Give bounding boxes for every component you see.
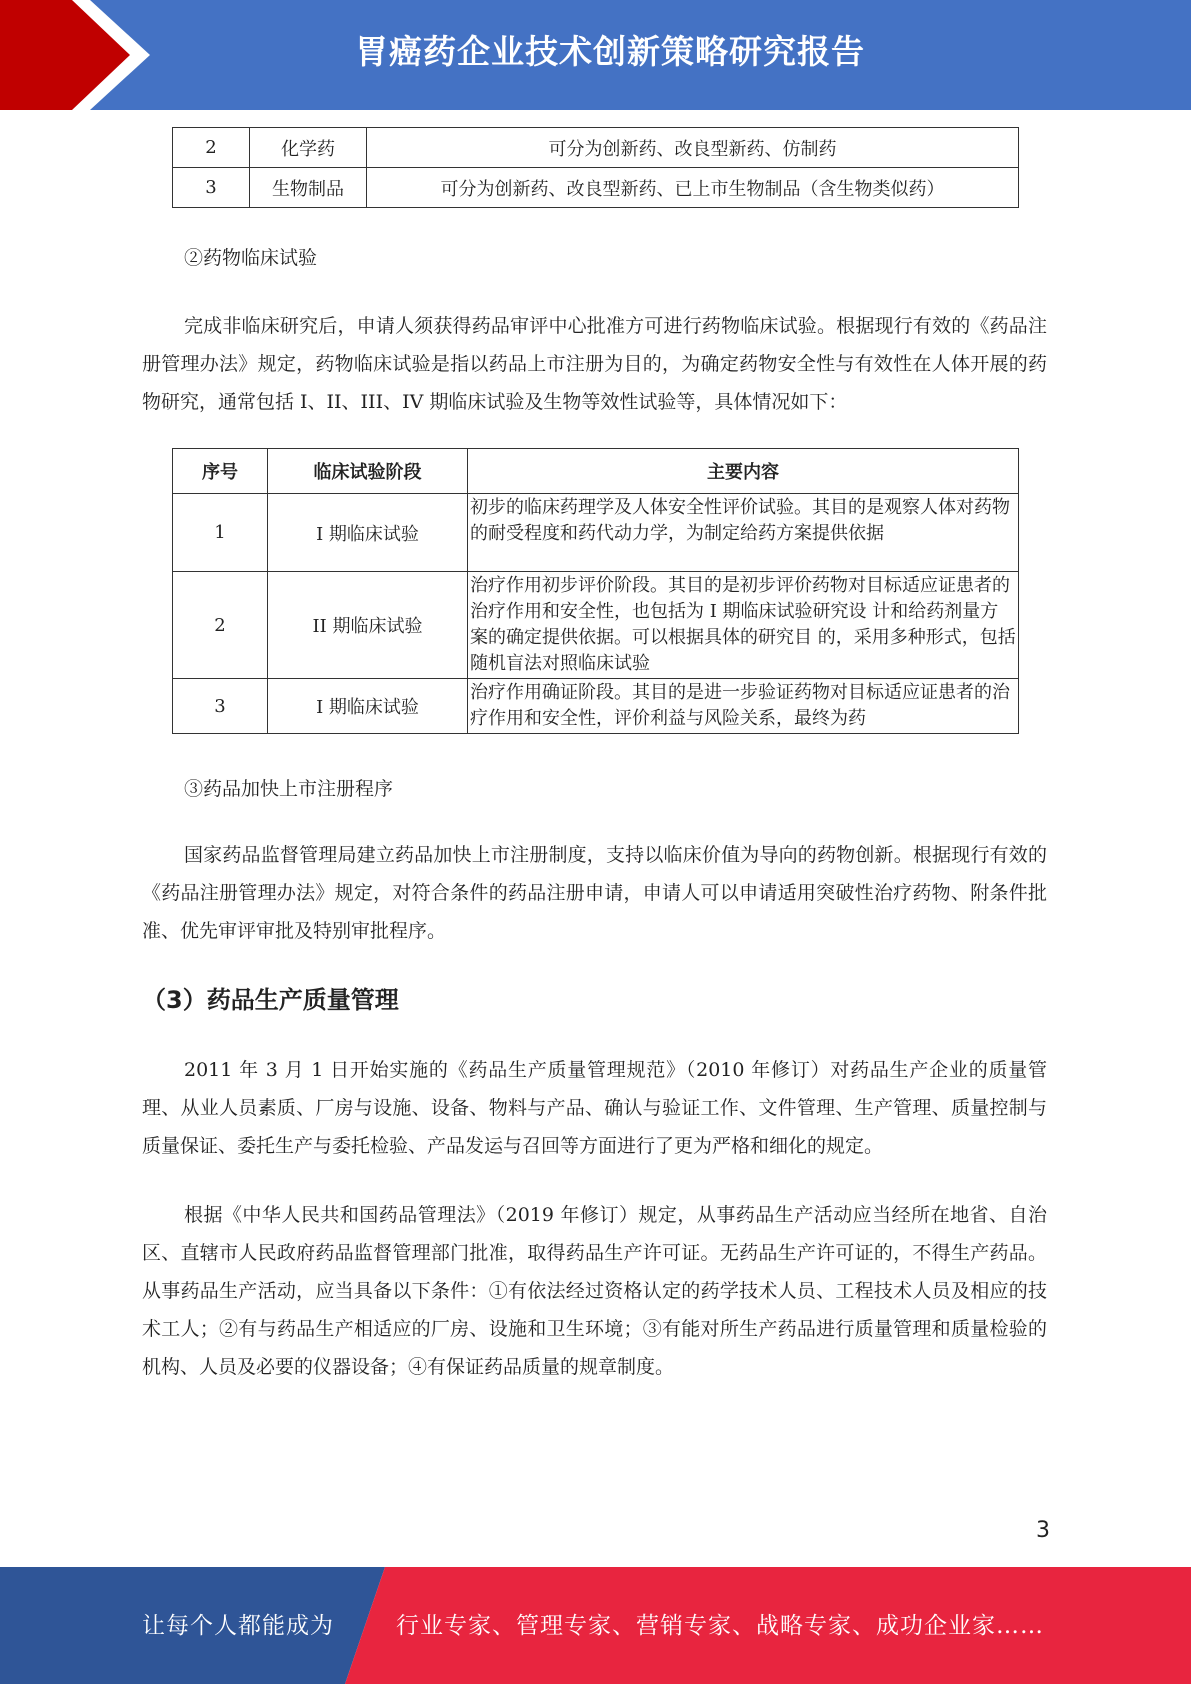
table-row [173, 168, 1019, 208]
table-cell: 2 [173, 572, 268, 679]
section-title-accelerated-registration: ③药品加快上市注册程序 [184, 778, 394, 800]
table-cell: 治疗作用确证阶段。其目的是进一步验证药物对目标适应证患者的治疗作用和安全性，评价利益与风险关系，最终为药 [468, 679, 1019, 734]
page-content [142, 127, 1047, 1386]
footer-slogan-left: 让每个人都能成为 [142, 1613, 334, 1639]
table-row [173, 572, 1019, 679]
paragraph-drug-law: 根据《中华人民共和国药品管理法》（2019 年修订）规定，从事药品生产活动应当经所在地省、自治区、直辖市人民政府药品监督管理部门批准，取得药品生产许可证。无药品生产许可证的，不得生产药品。从事药品生产活动，应当具备以下条件：①有依法经过资格认定的药学技术人员、工程技术人员及相应的技术工人；②有与药品生产相适应的厂房、设施和卫生环境；③有能对所生产药品进行质量管理和质量检验的机构、人员及必要的仪器设备；④有保证药品质量的规章制度。 [142, 1204, 1047, 1378]
table-cell: II 期临床试验 [268, 572, 468, 679]
column-header: 序号 [173, 449, 268, 494]
paragraph-accelerated-registration: 国家药品监督管理局建立药品加快上市注册制度，支持以临床价值为导向的药物创新。根据现行有效的《药品注册管理办法》规定，对符合条件的药品注册申请，申请人可以申请适用突破性治疗药物、附条件批准、优先审评审批及特别审批程序。 [142, 844, 1047, 942]
paragraph-clinical-trials: 完成非临床研究后，申请人须获得药品审评中心批准方可进行药物临床试验。根据现行有效的《药品注册管理办法》规定，药物临床试验是指以药品上市注册为目的，为确定药物安全性与有效性在人体开展的药物研究，通常包括 I、II、III、IV 期临床试验及生物等效性试验等，具体情况如下： [142, 315, 1047, 413]
page-header [0, 0, 1191, 110]
table-row [173, 494, 1019, 572]
column-header: 主要内容 [468, 449, 1019, 494]
table-row [173, 679, 1019, 734]
footer-slogan-right: 行业专家、管理专家、营销专家、战略专家、成功企业家…… [396, 1613, 1044, 1639]
table-header-row [173, 449, 1019, 494]
table-cell: 初步的临床药理学及人体安全性评价试验。其目的是观察人体对药物的耐受程度和药代动力学，为制定给药方案提供依据 [468, 494, 1019, 572]
table-cell: I 期临床试验 [268, 679, 468, 734]
clinical-trial-table [172, 448, 1019, 734]
table-cell: 可分为创新药、改良型新药、已上市生物制品（含生物类似药） [367, 168, 1019, 208]
column-header: 临床试验阶段 [268, 449, 468, 494]
page-footer [0, 1567, 1191, 1684]
table-cell: 1 [173, 494, 268, 572]
table-cell: 3 [173, 679, 268, 734]
table-cell: 3 [173, 168, 250, 208]
table-cell: 生物制品 [250, 168, 367, 208]
paragraph-gmp: 2011 年 3 月 1 日开始实施的《药品生产质量管理规范》（2010 年修订）对药品生产企业的质量管理、从业人员素质、厂房与设施、设备、物料与产品、确认与验证工作、文件管理、生产管理、质量控制与质量保证、委托生产与委托检验、产品发运与召回等方面进行了更为严格和细化的规定。 [142, 1059, 1047, 1157]
section-title-clinical-trials: ②药物临床试验 [184, 247, 318, 269]
table-cell: 治疗作用初步评价阶段。其目的是初步评价药物对目标适应证患者的治疗作用和安全性，也包括为 I 期临床试验研究设 计和给药剂量方案的确定提供依据。可以根据具体的研究目 的，采用多种形式，包括随机盲法对照临床试验 [468, 572, 1019, 679]
table-cell: 可分为创新药、改良型新药、仿制药 [367, 128, 1019, 168]
report-title: 胃癌药企业技术创新策略研究报告 [355, 32, 865, 71]
table-cell: I 期临床试验 [268, 494, 468, 572]
section-heading-production-quality: （3）药品生产质量管理 [142, 986, 399, 1014]
table-cell: 2 [173, 128, 250, 168]
page-number: 3 [1036, 1518, 1050, 1543]
drug-category-table [172, 127, 1019, 208]
table-cell: 化学药 [250, 128, 367, 168]
table-row [173, 128, 1019, 168]
